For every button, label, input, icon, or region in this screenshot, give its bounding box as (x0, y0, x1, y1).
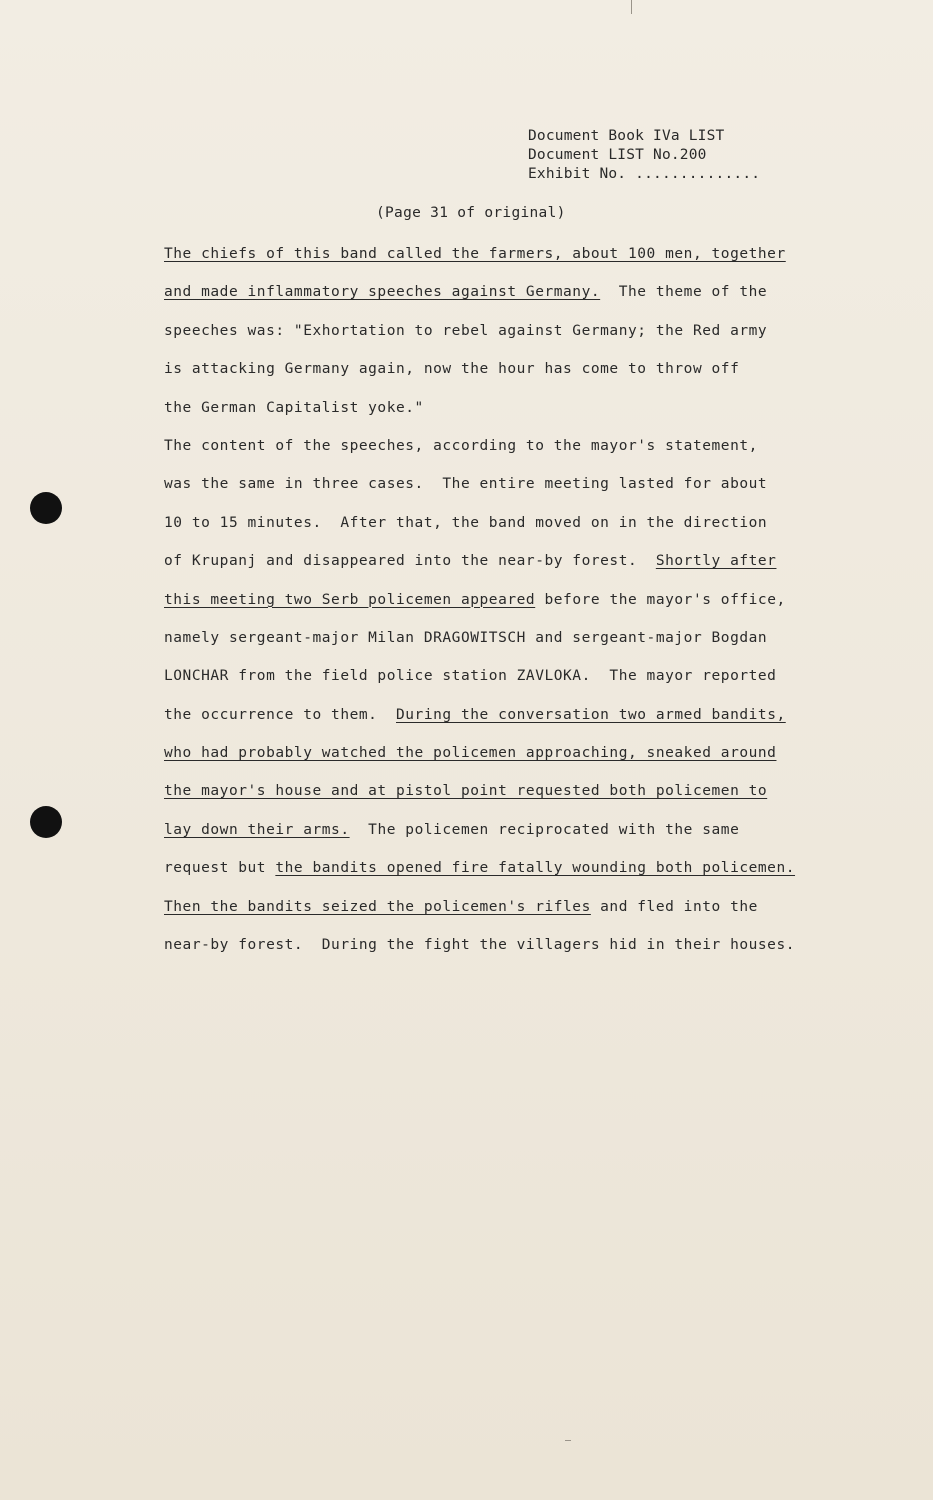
punch-hole (30, 492, 62, 524)
underlined-text: Then the bandits seized the policemen's rifles (164, 898, 591, 915)
text-line: was the same in three cases. The entire meeting lasted for about (164, 476, 768, 493)
text-line: 10 to 15 minutes. After that, the band moved on in the direction (164, 514, 768, 531)
underlined-text: Shortly after (655, 553, 777, 570)
text-span: The theme of the (600, 284, 768, 301)
text-line (164, 895, 844, 933)
text-line: LONCHAR from the field police station ZAVLOKA. The mayor reported (164, 668, 777, 685)
underlined-text: and made inflammatory speeches against Germany. (164, 284, 601, 301)
underlined-text: the mayor's house and at pistol point requested both policemen to (164, 783, 768, 800)
text-line (164, 703, 844, 741)
text-line (164, 741, 844, 779)
text-line (164, 779, 844, 817)
underlined-text: The chiefs of this band called the farmers, about 100 men, together (164, 246, 786, 262)
text-line (164, 856, 844, 894)
text-span: before the mayor's office, (535, 591, 786, 608)
underlined-text: During the conversation two armed bandits, (396, 706, 786, 723)
exhibit-number-line: Exhibit No. .............. (528, 166, 761, 182)
text-line: The content of the speeches, according to the mayor's statement, (164, 437, 758, 454)
document-header (528, 127, 760, 184)
text-line: is attacking Germany again, now the hour has come to throw off (164, 361, 740, 378)
punch-hole (30, 806, 62, 838)
document-book-line: Document Book IVa LIST (528, 128, 725, 144)
text-span: the occurrence to them. (164, 706, 396, 723)
text-line (164, 242, 844, 280)
text-line: speeches was: "Exhortation to rebel against Germany; the Red army (164, 322, 768, 339)
text-line (164, 818, 844, 856)
document-number-line: Document LIST No.200 (528, 147, 707, 163)
paper-fold-mark (565, 1440, 571, 1441)
text-line: the German Capitalist yoke." (164, 399, 424, 416)
text-line: namely sergeant-major Milan DRAGOWITSCH and sergeant-major Bogdan (164, 629, 768, 646)
text-line (164, 280, 844, 318)
text-line (164, 549, 844, 587)
text-line: near-by forest. During the fight the villagers hid in their houses. (164, 937, 796, 954)
underlined-text: lay down their arms. (164, 821, 350, 838)
underlined-text: this meeting two Serb policemen appeared (164, 591, 536, 608)
paper-fold-mark (631, 0, 632, 14)
text-line (164, 588, 844, 626)
underlined-text: the bandits opened fire fatally wounding both policemen. (275, 860, 796, 877)
underlined-text: who had probably watched the policemen approaching, sneaked around (164, 745, 777, 762)
document-body (164, 242, 844, 971)
text-span: The policemen reciprocated with the same (349, 821, 740, 838)
text-span: and fled into the (590, 898, 758, 915)
page-reference: (Page 31 of original) (376, 205, 566, 221)
text-span: request but (164, 860, 276, 877)
text-span: of Krupanj and disappeared into the near-by forest. (164, 553, 656, 570)
